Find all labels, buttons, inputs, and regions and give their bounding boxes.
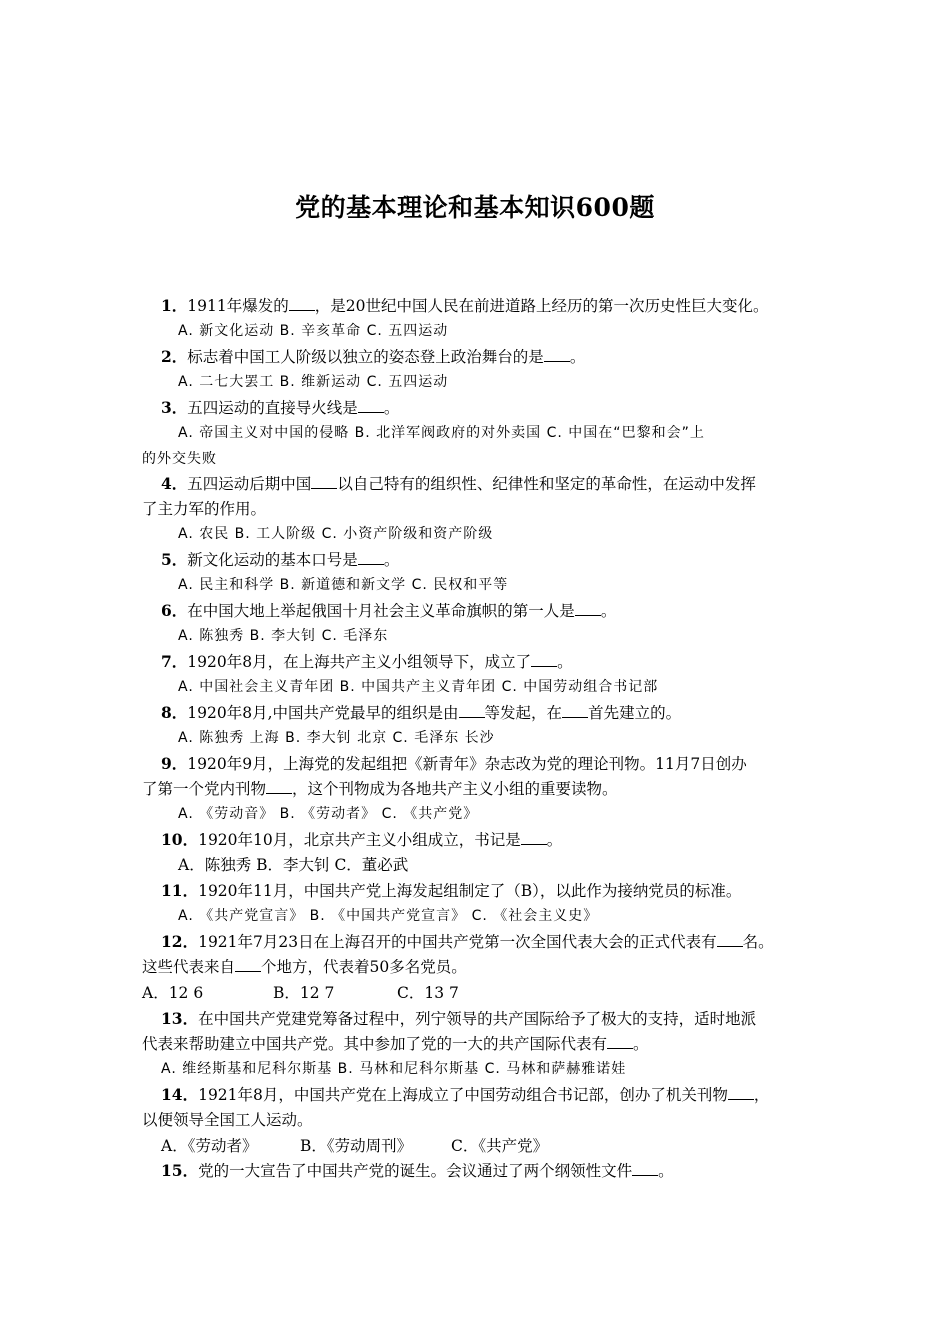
question-9-cont: 了第一个党内刊物 ，这个刊物成为各地共产主义小组的重要读物。 [142, 780, 618, 798]
answer-blank [358, 550, 384, 565]
question-5-options: A. 民主和科学 B. 新道德和新文学 C. 民权和平等 [178, 577, 509, 593]
question-15: 15．党的一大宣告了中国共产党的诞生。会议通过了两个纲领性文件 。 [161, 1161, 674, 1180]
answer-blank [544, 347, 570, 362]
answer-blank [531, 652, 557, 667]
answer-blank [266, 779, 292, 794]
answer-blank [459, 703, 485, 718]
question-10-options: A．陈独秀 B．李大钊 C．董必武 [178, 856, 409, 874]
document-title: 党的基本理论和基本知识600题 [295, 193, 655, 222]
question-13-options: A. 维经斯基和尼科尔斯基 B. 马林和尼科尔斯基 C. 马林和萨赫雅诺娃 [161, 1061, 627, 1077]
question-number: 6． [161, 601, 188, 620]
question-2: 2．标志着中国工人阶级以独立的姿态登上政治舞台的是 。 [161, 347, 586, 366]
answer-blank [728, 1085, 754, 1100]
question-6: 6．在中国大地上举起俄国十月社会主义革命旗帜的第一人是 。 [161, 601, 617, 620]
answer-blank [575, 601, 601, 616]
answer-blank [562, 703, 588, 718]
question-number: 4． [161, 474, 188, 493]
question-9-options: A. 《劳动音》 B. 《劳动者》 C. 《共产党》 [178, 806, 479, 822]
question-3-options: A. 帝国主义对中国的侵略 B. 北洋军阀政府的对外卖国 C. 中国在“巴黎和会”上 [178, 425, 705, 441]
question-number: 9． [161, 754, 188, 773]
question-number: 12． [161, 932, 199, 951]
question-9: 9．1920年9月，上海党的发起组把《新青年》杂志改为党的理论刊物。11月7日创办 [161, 754, 747, 773]
question-13: 13．在中国共产党建党筹备过程中，列宁领导的共产国际给予了极大的支持，适时地派 [161, 1009, 757, 1028]
answer-blank [632, 1161, 658, 1176]
question-8-options: A. 陈独秀 上海 B. 李大钊 北京 C. 毛泽东 长沙 [178, 730, 495, 746]
question-number: 3． [161, 398, 188, 417]
question-4-options: A. 农民 B. 工人阶级 C. 小资产阶级和资产阶级 [178, 526, 494, 542]
answer-blank [289, 296, 315, 311]
question-6-options: A. 陈独秀 B. 李大钊 C. 毛泽东 [178, 628, 389, 644]
question-12: 12．1921年7月23日在上海召开的中国共产党第一次全国代表大会的正式代表有 名。 [161, 932, 774, 951]
question-5: 5．新文化运动的基本口号是 。 [161, 550, 400, 569]
answer-blank [358, 398, 384, 413]
question-2-options: A. 二七大罢工 B. 维新运动 C. 五四运动 [178, 374, 449, 390]
question-8: 8．1920年8月,中国共产党最早的组织是由 等发起，在 首先建立的。 [161, 703, 682, 722]
question-7: 7．1920年8月，在上海共产主义小组领导下，成立了 。 [161, 652, 573, 671]
question-12-option-a: A．12 6 [142, 984, 204, 1002]
question-number: 8． [161, 703, 188, 722]
question-3-options-cont: 的外交失败 [142, 451, 217, 467]
question-3: 3．五四运动的直接导火线是 。 [161, 398, 400, 417]
question-number: 2． [161, 347, 188, 366]
question-number: 1． [161, 296, 188, 315]
question-number: 5． [161, 550, 188, 569]
question-number: 13． [161, 1009, 199, 1028]
answer-blank [717, 932, 743, 947]
question-1-options: A. 新文化运动 B. 辛亥革命 C. 五四运动 [178, 323, 449, 339]
question-4-cont: 了主力军的作用。 [142, 500, 267, 518]
question-10: 10．1920年10月，北京共产主义小组成立，书记是 。 [161, 830, 563, 849]
question-12-cont: 这些代表来自 个地方，代表着50多名党员。 [142, 958, 467, 976]
question-number: 15． [161, 1161, 199, 1180]
question-1: 1．1911年爆发的 ，是20世纪中国人民在前进道路上经历的第一次历史性巨大变化。 [161, 296, 769, 315]
answer-blank [311, 474, 337, 489]
question-12-option-b: B．12 7 [273, 984, 335, 1002]
question-number: 7． [161, 652, 188, 671]
question-14-option-c: C．《共产党》 [451, 1137, 549, 1155]
question-13-cont: 代表来帮助建立中国共产党。其中参加了党的一大的共产国际代表有 。 [142, 1035, 649, 1053]
question-number: 10． [161, 830, 199, 849]
question-14-option-a: A．《劳动者》 [161, 1137, 258, 1155]
question-4: 4．五四运动后期中国 以自己特有的组织性、纪律性和坚定的革命性，在运动中发挥 [161, 474, 756, 493]
question-11-options: A. 《共产党宣言》 B. 《中国共产党宣言》 C. 《社会主义史》 [178, 908, 599, 924]
question-12-option-c: C．13 7 [397, 984, 459, 1002]
answer-blank [235, 957, 261, 972]
answer-blank [607, 1034, 633, 1049]
question-14-option-b: B．《劳动周刊》 [300, 1137, 413, 1155]
question-14: 14．1921年8月，中国共产党在上海成立了中国劳动组合书记部，创办了机关刊物 ， [161, 1085, 770, 1104]
question-number: 11． [161, 881, 199, 900]
question-14-cont: 以便领导全国工人运动。 [142, 1111, 313, 1129]
answer-blank [521, 830, 547, 845]
question-number: 14． [161, 1085, 199, 1104]
question-7-options: A. 中国社会主义青年团 B. 中国共产主义青年团 C. 中国劳动组合书记部 [178, 679, 659, 695]
question-11: 11．1920年11月，中国共产党上海发起组制定了（B），以此作为接纳党员的标准。 [161, 881, 742, 900]
